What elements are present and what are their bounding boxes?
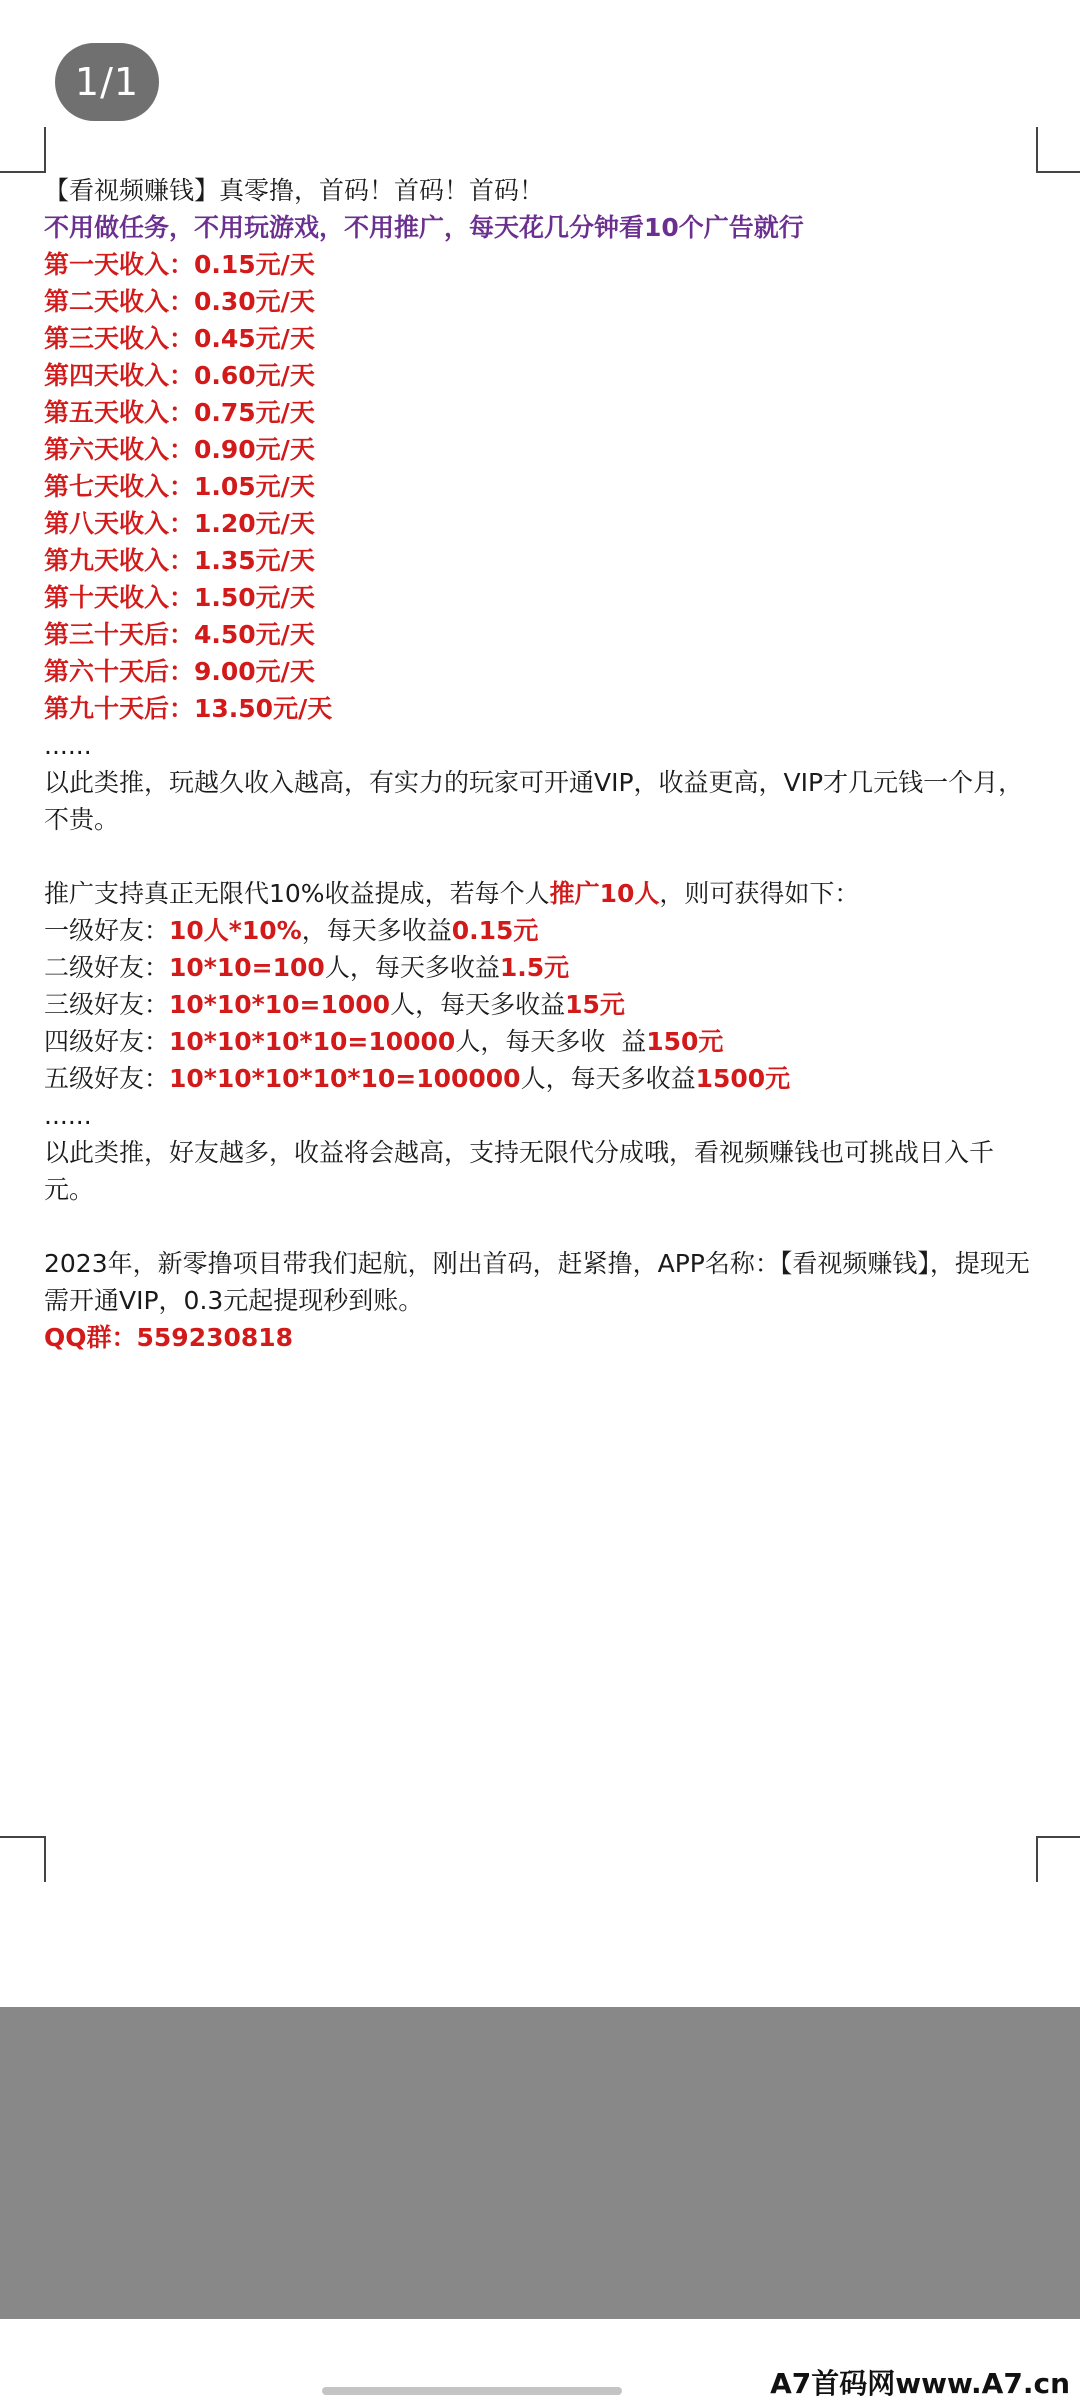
crop-mark-top-right — [1036, 127, 1080, 173]
friend-level-line — [44, 986, 1040, 1023]
income-line: 第六天收入：0.90元/天 — [44, 435, 315, 464]
friend-level-list — [44, 912, 1040, 1097]
subtitle-line: 不用做任务，不用玩游戏，不用推广，每天花几分钟看10个广告就行 — [44, 213, 804, 242]
crop-mark-top-left — [0, 127, 46, 173]
friend-level-calc: 10*10*10=1000 — [169, 990, 391, 1019]
paragraph-app: 2023年，新零撸项目带我们起航，刚出首码，赶紧撸，APP名称：【看视频赚钱】，提现无需开通VIP，0.3元起提现秒到账。 — [44, 1249, 1030, 1315]
promo-intro-suffix: ，则可获得如下： — [659, 879, 860, 908]
friend-level-mid: 人，每天多收益 — [324, 953, 500, 982]
income-line: 第六十天后：9.00元/天 — [44, 657, 315, 686]
friend-level-line — [44, 1060, 1040, 1097]
income-line: 第十天收入：1.50元/天 — [44, 583, 315, 612]
friend-level-mid: ，每天多收益 — [301, 916, 452, 945]
friend-level-amount: 0.15元 — [451, 916, 539, 945]
gray-area — [0, 2007, 1080, 2319]
income-list — [44, 246, 1040, 727]
ellipsis: ...... — [44, 731, 92, 760]
income-line: 第九天收入：1.35元/天 — [44, 546, 315, 575]
document-content — [44, 172, 1040, 1356]
income-line: 第五天收入：0.75元/天 — [44, 398, 315, 427]
home-indicator-bar[interactable] — [322, 2387, 622, 2395]
friend-level-mid: 人，每天多收 益 — [455, 1027, 647, 1056]
friend-level-label: 二级好友： — [44, 953, 170, 982]
income-line: 第九十天后：13.50元/天 — [44, 694, 333, 723]
income-line: 第二天收入：0.30元/天 — [44, 287, 315, 316]
friend-level-label: 一级好友： — [44, 916, 170, 945]
friend-level-amount: 150元 — [646, 1027, 724, 1056]
friend-level-amount: 15元 — [565, 990, 625, 1019]
friend-level-amount: 1.5元 — [499, 953, 570, 982]
paragraph-vip: 以此类推，玩越久收入越高，有实力的玩家可开通VIP，收益更高，VIP才几元钱一个月，不贵。 — [44, 768, 1024, 834]
friend-level-calc: 10人*10% — [169, 916, 302, 945]
income-line: 第一天收入：0.15元/天 — [44, 250, 315, 279]
ellipsis: ...... — [44, 1101, 92, 1130]
income-line: 第八天收入：1.20元/天 — [44, 509, 315, 538]
watermark-text: A7首码网www.A7.cn — [770, 2367, 1070, 2400]
friend-level-label: 五级好友： — [44, 1064, 170, 1093]
qq-group-line: QQ群：559230818 — [44, 1323, 294, 1352]
friend-level-calc: 10*10=100 — [169, 953, 325, 982]
promo-intro-prefix: 推广支持真正无限代10%收益提成，若每个人 — [44, 879, 550, 908]
income-line: 第七天收入：1.05元/天 — [44, 472, 315, 501]
friend-level-line — [44, 912, 1040, 949]
friend-level-label: 四级好友： — [44, 1027, 170, 1056]
friend-level-calc: 10*10*10*10=10000 — [169, 1027, 456, 1056]
friend-level-mid: 人，每天多收益 — [390, 990, 566, 1019]
income-line: 第四天收入：0.60元/天 — [44, 361, 315, 390]
title-line: 【看视频赚钱】真零撸，首码！首码！首码！ — [44, 176, 545, 205]
crop-mark-bottom-right — [1036, 1836, 1080, 1882]
promo-intro — [44, 875, 1040, 912]
page-indicator-badge: 1/1 — [55, 43, 159, 121]
promo-intro-highlight: 推广10人 — [549, 879, 660, 908]
paragraph-friends: 以此类推，好友越多，收益将会越高，支持无限代分成哦，看视频赚钱也可挑战日入千元。 — [44, 1138, 995, 1204]
blank-line — [44, 838, 1040, 875]
income-line: 第三天收入：0.45元/天 — [44, 324, 315, 353]
income-line: 第三十天后：4.50元/天 — [44, 620, 315, 649]
friend-level-line — [44, 949, 1040, 986]
friend-level-mid: 人，每天多收益 — [520, 1064, 696, 1093]
friend-level-calc: 10*10*10*10*10=100000 — [169, 1064, 521, 1093]
crop-mark-bottom-left — [0, 1836, 46, 1882]
friend-level-amount: 1500元 — [695, 1064, 791, 1093]
friend-level-line — [44, 1023, 1040, 1060]
blank-line — [44, 1208, 1040, 1245]
friend-level-label: 三级好友： — [44, 990, 170, 1019]
